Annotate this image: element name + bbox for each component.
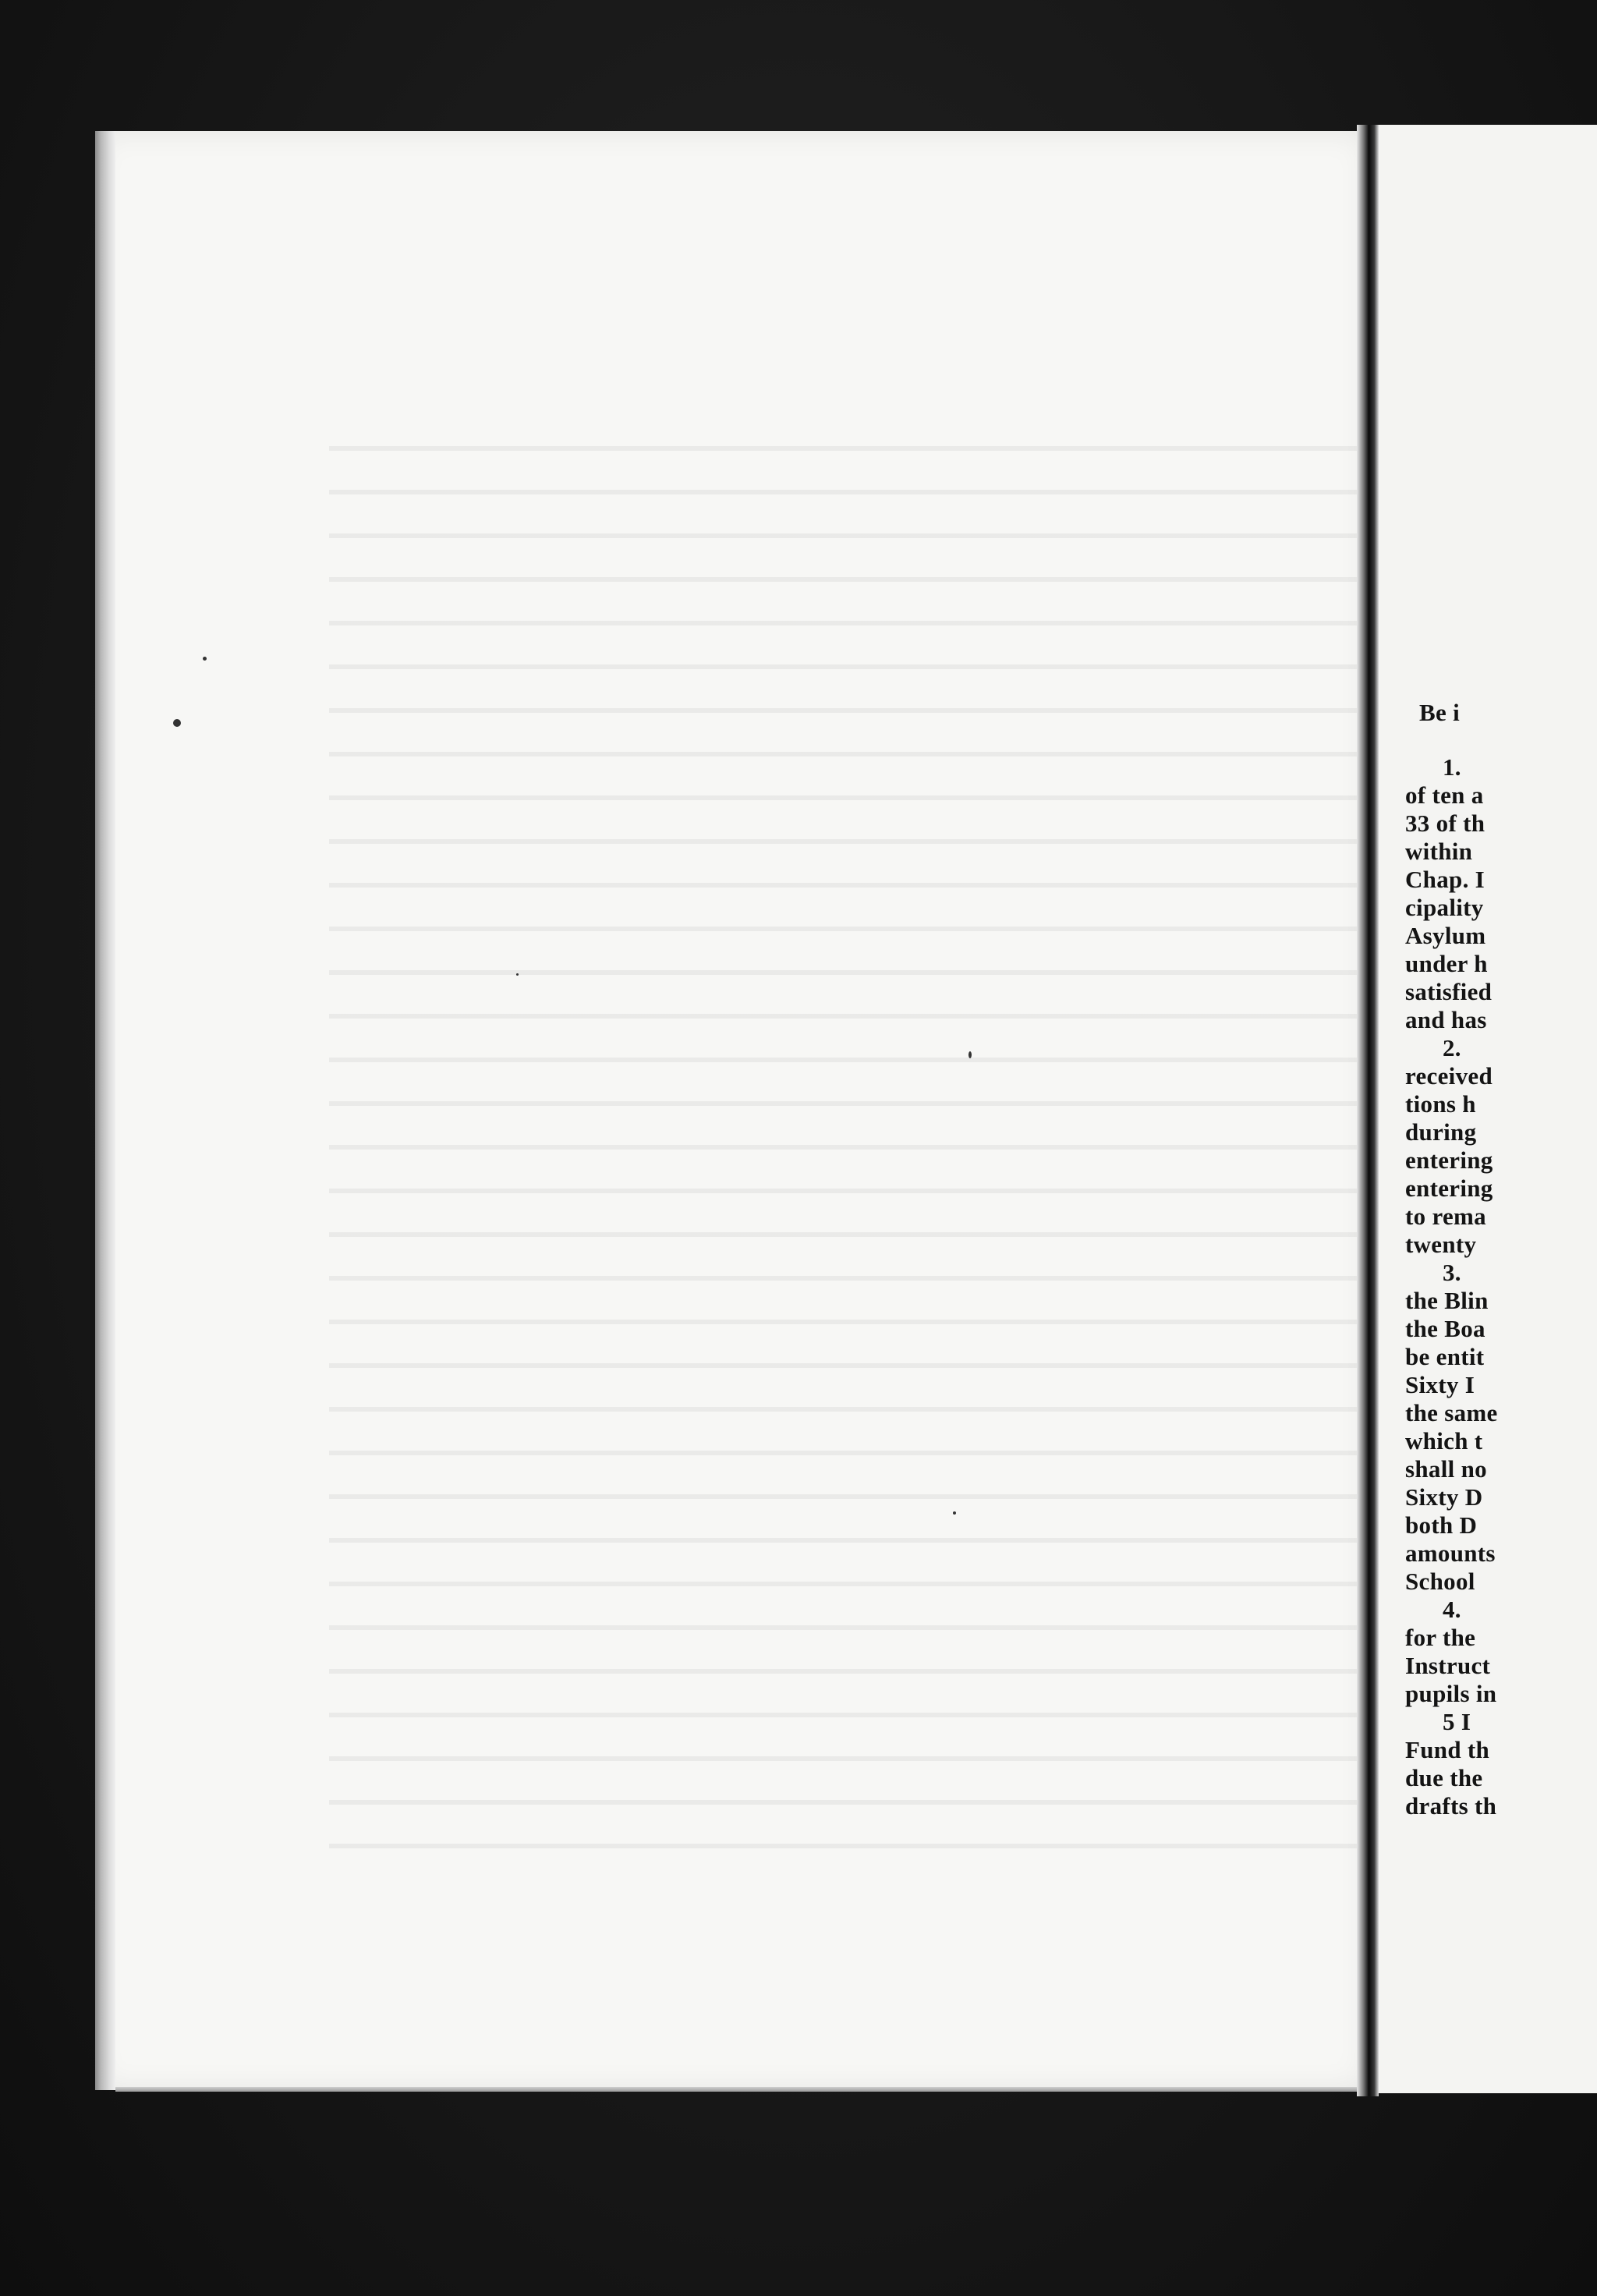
text-line: the same (1405, 1399, 1498, 1426)
preamble-line: Be i (1419, 699, 1460, 726)
text-line: 3. (1443, 1259, 1461, 1286)
ink-speck (516, 973, 519, 976)
text-line: Sixty I (1405, 1371, 1475, 1398)
ink-speck (203, 657, 207, 661)
text-line: during (1405, 1118, 1477, 1146)
text-line: 2. (1443, 1034, 1461, 1061)
text-line: Fund th (1405, 1736, 1490, 1763)
right-page-clipped (1379, 125, 1597, 2093)
text-line: under h (1405, 950, 1488, 977)
text-line: pupils in (1405, 1680, 1497, 1707)
text-line: for the (1405, 1624, 1476, 1651)
text-line: the Boa (1405, 1315, 1485, 1342)
text-line: which t (1405, 1427, 1483, 1454)
text-line: cipality (1405, 894, 1484, 921)
text-line: to rema (1405, 1203, 1486, 1230)
text-line: Instruct (1405, 1652, 1491, 1679)
text-line: amounts (1405, 1540, 1496, 1567)
text-line: due the (1405, 1764, 1483, 1791)
text-line: School (1405, 1568, 1475, 1595)
text-line: and has (1405, 1006, 1487, 1033)
text-line: 4. (1443, 1596, 1461, 1623)
text-line: 33 of th (1405, 810, 1485, 837)
text-line: 1. (1443, 753, 1461, 781)
text-line: satisfied (1405, 978, 1493, 1005)
left-page-blank (95, 131, 1368, 2090)
text-line: tions h (1405, 1090, 1476, 1118)
text-line: Sixty D (1405, 1483, 1483, 1511)
text-line: entering (1405, 1175, 1493, 1202)
text-line: of ten a (1405, 781, 1484, 809)
text-line: 5 I (1443, 1708, 1471, 1735)
text-line: Asylum (1405, 922, 1486, 949)
text-line: received (1405, 1062, 1493, 1090)
ink-speck (953, 1511, 956, 1515)
left-page-bottom-edge (115, 2087, 1368, 2092)
text-line: the Blin (1405, 1287, 1489, 1314)
text-line: entering (1405, 1146, 1493, 1174)
text-line: shall no (1405, 1455, 1487, 1483)
text-line: twenty (1405, 1231, 1477, 1258)
text-line: be entit (1405, 1343, 1485, 1370)
text-line: Chap. I (1405, 866, 1485, 893)
right-page-text (1405, 699, 1597, 1820)
ink-speck (968, 1051, 972, 1058)
left-page-edge (95, 131, 115, 2090)
text-line: within (1405, 838, 1473, 865)
text-line: both D (1405, 1511, 1478, 1539)
book-gutter (1357, 125, 1379, 2096)
ink-speck (173, 719, 181, 727)
bleed-through-texture (329, 427, 1358, 1878)
text-line: drafts th (1405, 1792, 1497, 1819)
